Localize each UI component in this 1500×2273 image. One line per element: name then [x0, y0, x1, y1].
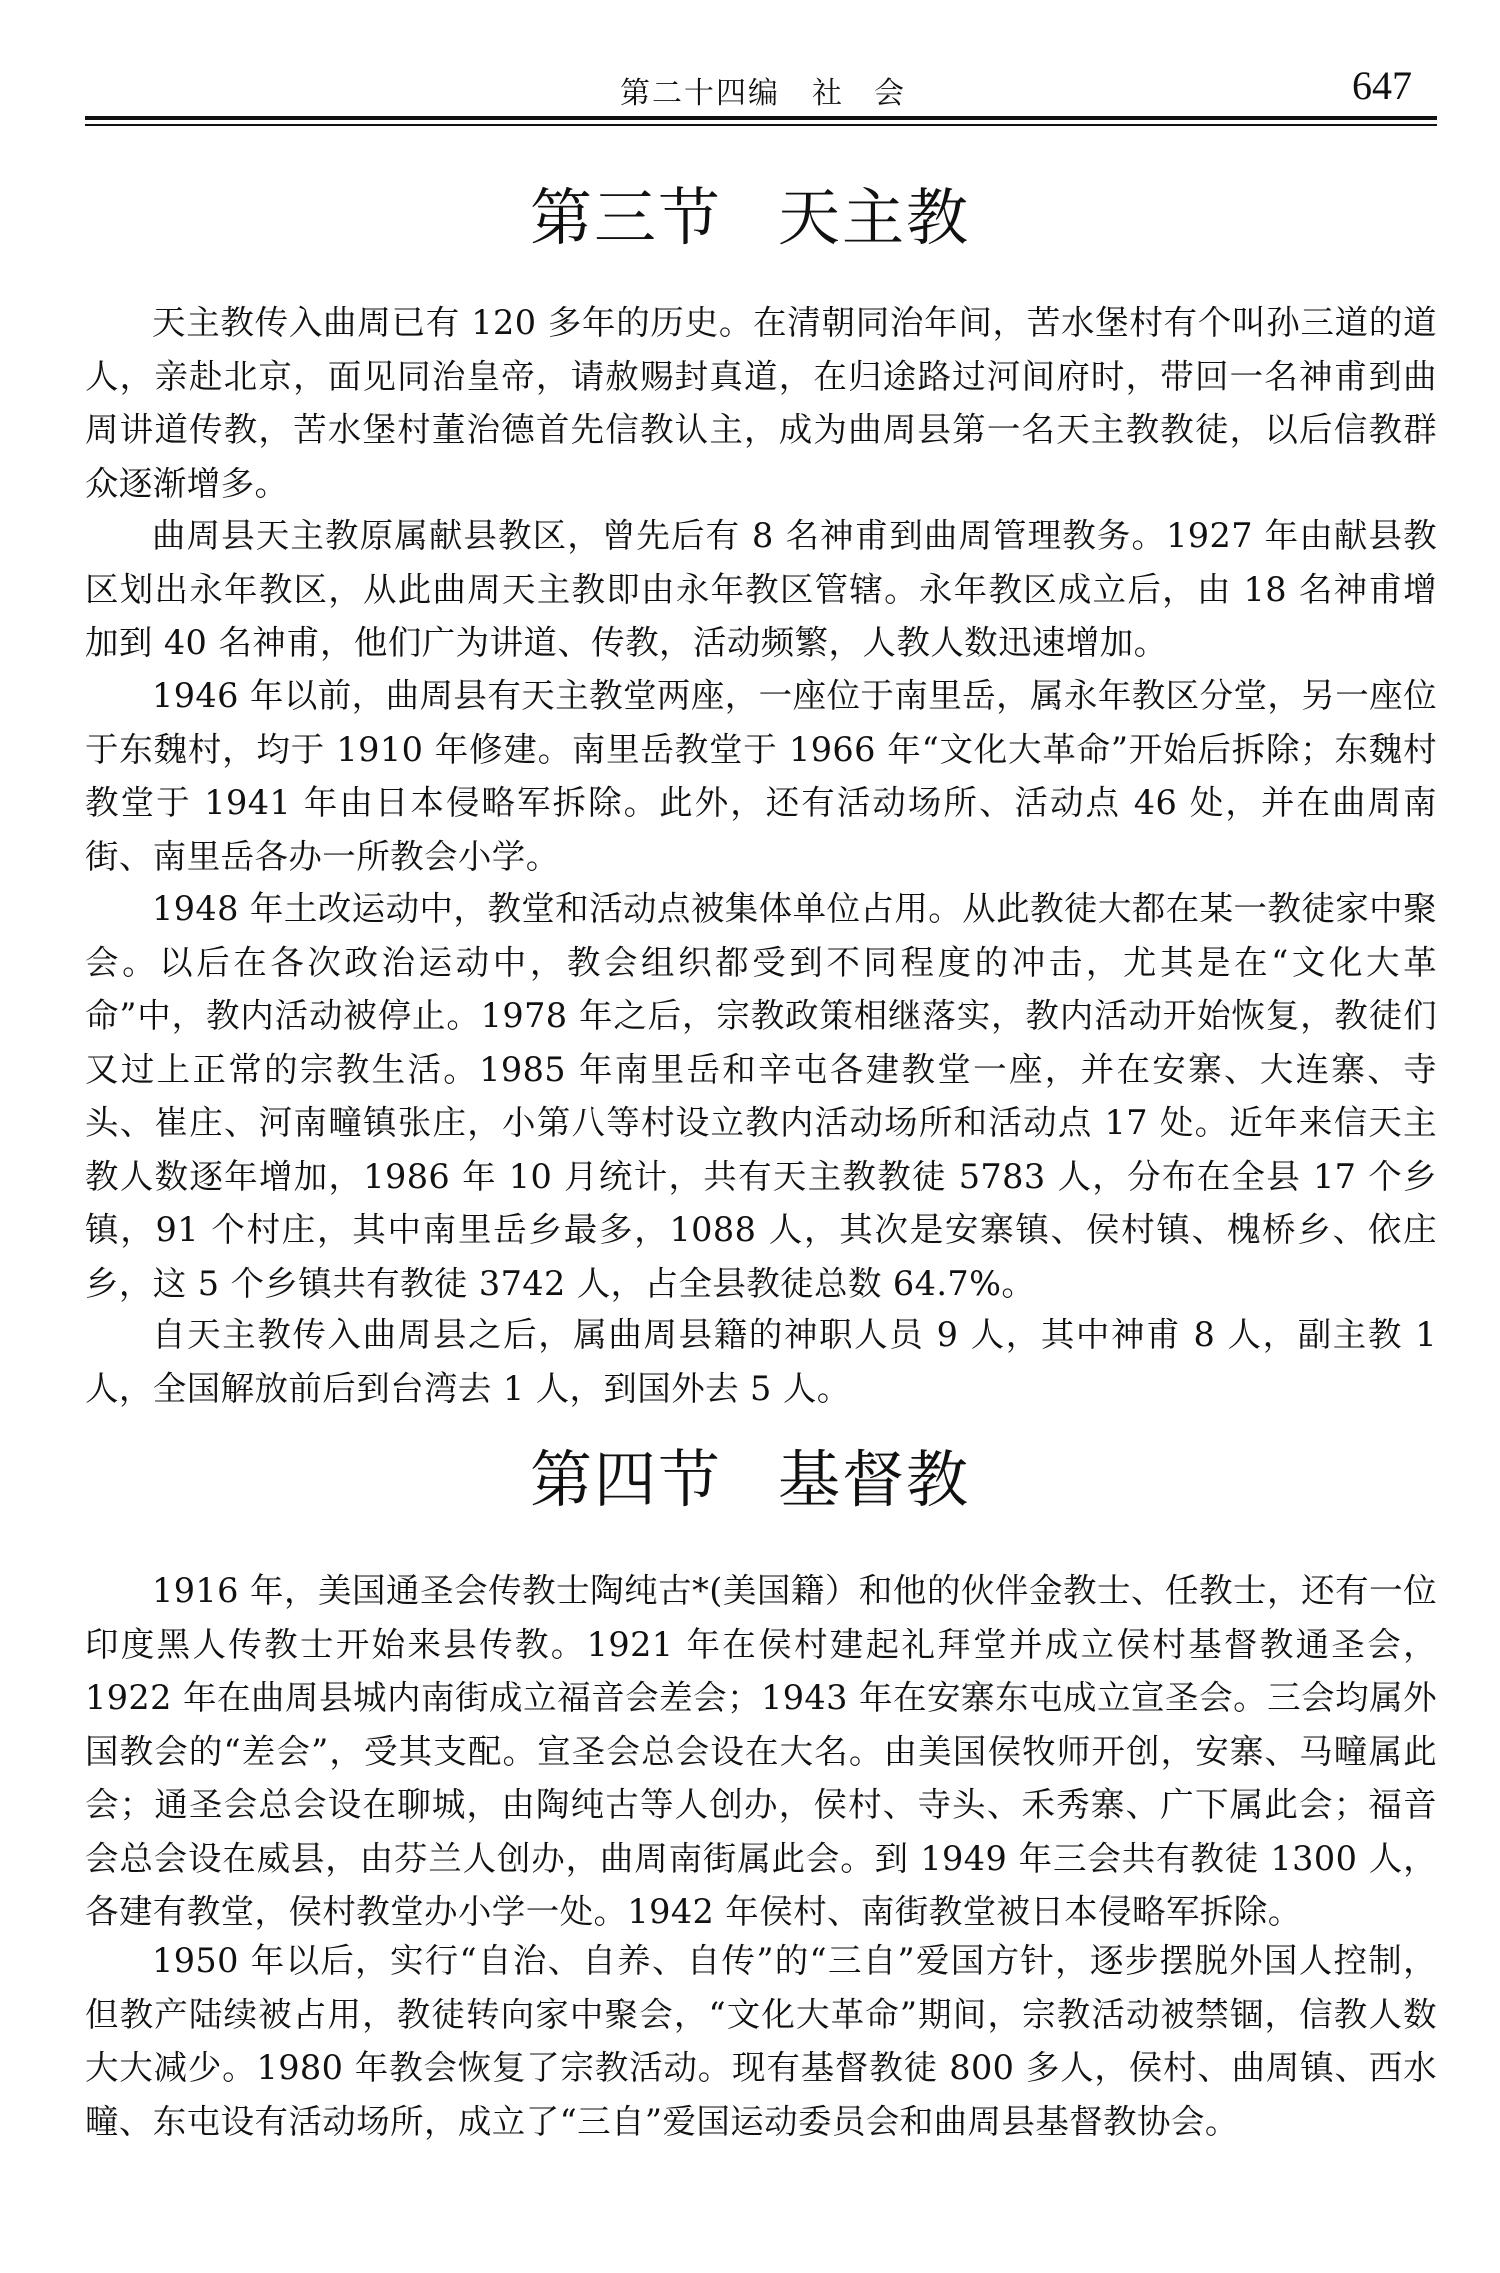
section-heading	[0, 168, 1500, 257]
section-title-text: 天主教	[778, 181, 971, 254]
header-rule-thick	[85, 116, 1437, 120]
section-title-text: 基督教	[778, 1443, 971, 1516]
paragraph: 天主教传入曲周已有 120 多年的历史。在清朝同治年间，苦水堡村有个叫孙三道的道人，亲赴北京，面见同治皇帝，请赦赐封真道，在归途路过河间府时，带回一名神甫到曲周讲道传教，苦水堡村董治德首先信教认主，成为曲周县第一名天主教教徒，以后信教群众逐渐增多。	[85, 303, 1437, 503]
page-number: 647	[1352, 63, 1412, 108]
paragraph: 1916 年，美国通圣会传教士陶纯古*(美国籍）和他的伙伴金教士、任教士，还有一位印度黑人传教士开始来县传教。1921 年在侯村建起礼拜堂并成立侯村基督教通圣会，1922 年在曲周县城内南街成立福音会差会；1943 年在安寨东屯成立宣圣会。三会均属外国教会的“差会”，受其支配。宣圣会总会设在大名。由美国侯牧师开创，安寨、马疃属此会；通圣会总会设在聊城，由陶纯古等人创办，侯村、寺头、禾秀寨、广下属此会；福音会总会设在威县，由芬兰人创办，曲周南街属此会。到 1949 年三会共有教徒 1300 人，各建有教堂，侯村教堂办小学一处。1942 年侯村、南街教堂被日本侵略军拆除。	[85, 1571, 1437, 1931]
paragraph: 1946 年以前，曲周县有天主教堂两座，一座位于南里岳，属永年教区分堂，另一座位于东魏村，均于 1910 年修建。南里岳教堂于 1966 年“文化大革命”开始后拆除；东魏村教堂于 1941 年由日本侵略军拆除。此外，还有活动场所、活动点 46 处，并在曲周南街、南里岳各办一所教会小学。	[85, 676, 1437, 876]
paragraph: 1948 年土改运动中，教堂和活动点被集体单位占用。从此教徒大都在某一教徒家中聚会。以后在各次政治运动中，教会组织都受到不同程度的冲击，尤其是在“文化大革命”中，教内活动被停止。1978 年之后，宗教政策相继落实，教内活动开始恢复，教徒们又过上正常的宗教生活。1985 年南里岳和辛屯各建教堂一座，并在安寨、大连寨、寺头、崔庄、河南疃镇张庄，小第八等村设立教内活动场所和活动点 17 处。近年来信天主教人数逐年增加，1986 年 10 月统计，共有天主教教徒 5783 人，分布在全县 17 个乡镇，91 个村庄，其中南里岳乡最多，1088 人，其次是安寨镇、侯村镇、槐桥乡、依庄乡，这 5 个乡镇共有教徒 3742 人，占全县教徒总数 64.7%。	[85, 889, 1437, 1303]
running-header	[0, 62, 1500, 112]
header-chapter-char: 会	[874, 76, 906, 111]
paragraph: 曲周县天主教原属献县教区，曾先后有 8 名神甫到曲周管理教务。1927 年由献县教区划出永年教区，从此曲周天主教即由永年教区管辖。永年教区成立后，由 18 名神甫增加到 40 名神甫，他们广为讲道、传教，活动频繁，人教人数迅速增加。	[85, 516, 1437, 662]
section-number: 第三节	[529, 181, 722, 254]
header-title	[620, 68, 906, 112]
header-part-label: 第二十四编	[620, 76, 780, 111]
section-number: 第四节	[529, 1443, 722, 1516]
header-rule-thin	[85, 124, 1437, 126]
header-chapter-char: 社	[812, 76, 844, 111]
section-heading	[0, 1430, 1500, 1519]
paragraph: 1950 年以后，实行“自治、自养、自传”的“三自”爱国方针，逐步摆脱外国人控制，但教产陆续被占用，教徒转向家中聚会，“文化大革命”期间，宗教活动被禁锢，信教人数大大减少。1980 年教会恢复了宗教活动。现有基督教徒 800 多人，侯村、曲周镇、西水疃、东屯设有活动场所，成立了“三自”爱国运动委员会和曲周县基督教协会。	[85, 1941, 1437, 2141]
paragraph: 自天主教传入曲周县之后，属曲周县籍的神职人员 9 人，其中神甫 8 人，副主教 1 人，全国解放前后到台湾去 1 人，到国外去 5 人。	[85, 1315, 1437, 1408]
